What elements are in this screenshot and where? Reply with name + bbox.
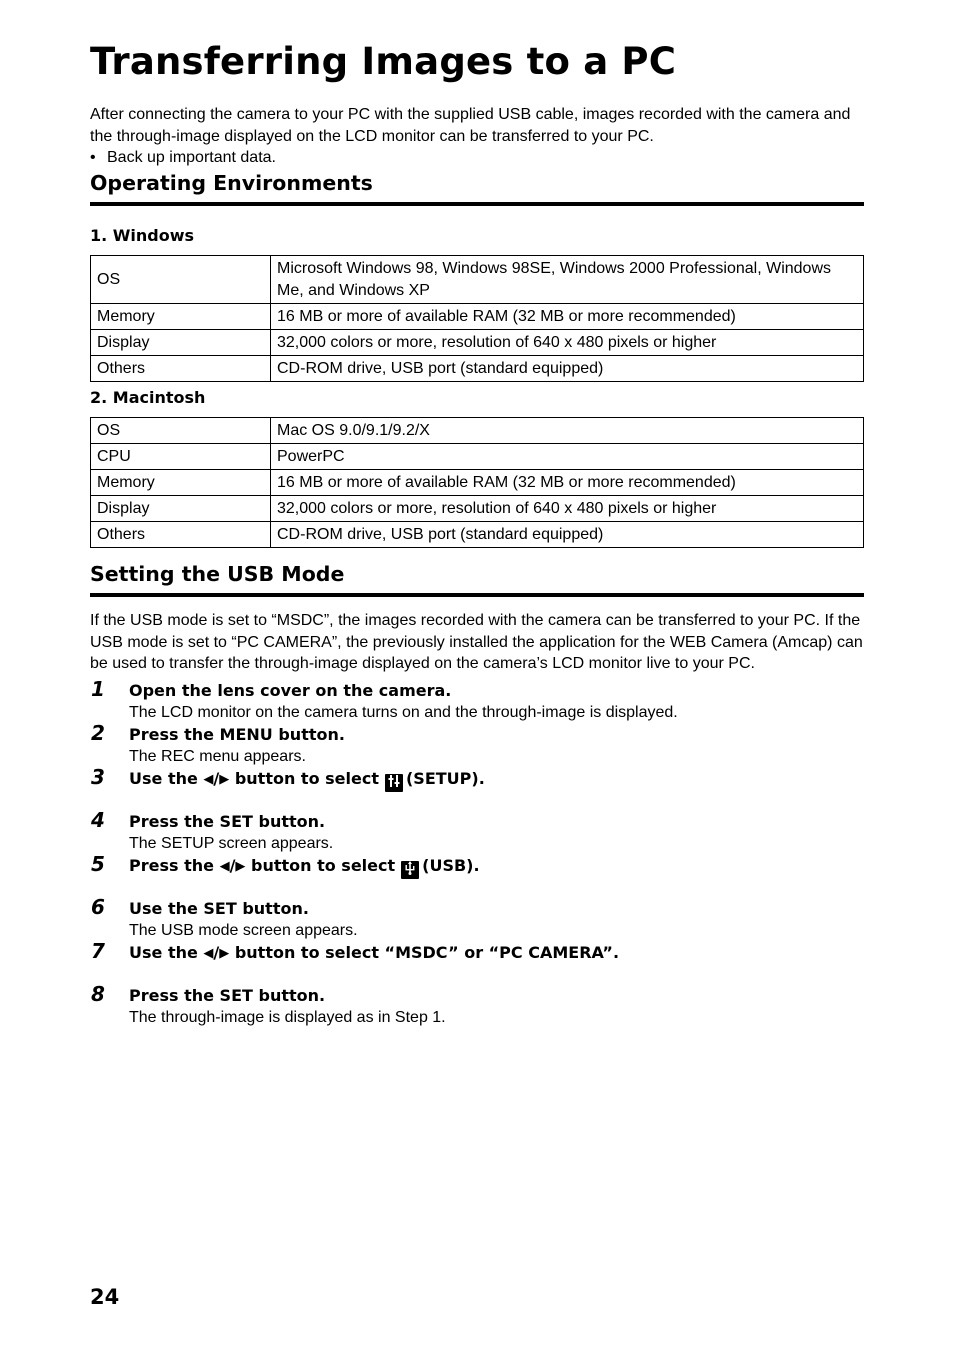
step-heading-mid: button to select “MSDC” or “PC CAMERA”. (234, 943, 620, 963)
usb-paragraph: If the USB mode is set to “MSDC”, the images recorded with the camera can be transferred to your PC. If the USB mode is set to “PC CAMERA”, the previously installed the application for the WEB Camera (Amcap) can be used to transfer the through-image displayed on the camera’s LCD monitor live to your PC. (90, 612, 863, 673)
step-number: 5 (91, 852, 105, 877)
step-6 (90, 895, 864, 942)
step-heading-pre: Press the (129, 856, 214, 876)
step-heading-post: (USB). (422, 856, 480, 876)
bullet-marker: • (90, 149, 96, 166)
intro-bullet (90, 147, 864, 168)
step-3 (90, 765, 864, 811)
step-2 (90, 721, 864, 768)
setup-icon (385, 774, 403, 792)
spec-value: 32,000 colors or more, resolution of 640 x 480 pixels or higher (271, 330, 864, 356)
spec-value: PowerPC (271, 444, 864, 470)
spec-value: Microsoft Windows 98, Windows 98SE, Windows 2000 Professional, Windows Me, and Windows XP (271, 256, 864, 304)
spec-value: CD-ROM drive, USB port (standard equipped) (271, 356, 864, 382)
section-heading-usb-mode: Setting the USB Mode (90, 561, 864, 597)
table-row (91, 496, 864, 522)
step-8 (90, 982, 864, 1029)
page (90, 40, 864, 1029)
step-description: The LCD monitor on the camera turns on and the through-image is displayed. (129, 704, 678, 722)
bullet-text: Back up important data. (107, 149, 276, 166)
step-7 (90, 939, 864, 985)
step-description: The REC menu appears. (129, 748, 306, 766)
step-number: 7 (91, 939, 105, 964)
right-arrow-icon: ▶ (219, 946, 230, 962)
step-heading-mid: button to select (234, 769, 379, 789)
spec-key: Display (91, 496, 271, 522)
step-description: The through-image is displayed as in Step 1. (129, 1009, 446, 1027)
spec-key: Others (91, 356, 271, 382)
step-heading (129, 942, 864, 965)
spec-key: Memory (91, 304, 271, 330)
intro-paragraph: After connecting the camera to your PC with the supplied USB cable, images recorded with the camera and the through-image displayed on the LCD monitor can be transferred to your PC. (90, 106, 851, 145)
step-1 (90, 677, 864, 724)
spec-value: 16 MB or more of available RAM (32 MB or more recommended) (271, 470, 864, 496)
left-arrow-icon: ◀ (219, 859, 230, 875)
slash: / (213, 943, 220, 963)
spec-value: CD-ROM drive, USB port (standard equipped) (271, 522, 864, 548)
table-row (91, 418, 864, 444)
spec-value: 32,000 colors or more, resolution of 640 x 480 pixels or higher (271, 496, 864, 522)
spec-value: 16 MB or more of available RAM (32 MB or more recommended) (271, 304, 864, 330)
subheading-macintosh: 2. Macintosh (90, 388, 206, 407)
slash: / (229, 856, 236, 876)
step-heading (129, 855, 864, 879)
step-list (90, 677, 864, 1029)
macintosh-spec-table (90, 417, 864, 548)
step-heading: Press the SET button. (129, 986, 326, 1006)
table-row (91, 522, 864, 548)
step-number: 8 (91, 982, 105, 1007)
table-row (91, 444, 864, 470)
right-arrow-icon: ▶ (219, 772, 230, 788)
step-heading-pre: Use the (129, 769, 198, 789)
spec-key: OS (91, 418, 271, 444)
page-number: 24 (90, 1285, 120, 1309)
table-row (91, 256, 864, 304)
usb-icon (401, 861, 419, 879)
step-heading: Use the SET button. (129, 899, 309, 919)
step-number: 3 (91, 765, 105, 790)
page-title: Transferring Images to a PC (90, 40, 677, 83)
step-4 (90, 808, 864, 855)
step-heading: Press the MENU button. (129, 725, 345, 745)
right-arrow-icon: ▶ (235, 859, 246, 875)
table-row (91, 330, 864, 356)
step-heading: Open the lens cover on the camera. (129, 681, 452, 701)
spec-key: Others (91, 522, 271, 548)
left-arrow-icon: ◀ (203, 772, 214, 788)
subheading-windows: 1. Windows (90, 226, 195, 245)
slash: / (213, 769, 220, 789)
spec-key: CPU (91, 444, 271, 470)
spec-key: Display (91, 330, 271, 356)
step-5 (90, 852, 864, 898)
step-number: 4 (91, 808, 105, 833)
step-heading-post: (SETUP). (405, 769, 485, 789)
step-heading-mid: button to select (250, 856, 396, 876)
step-number: 1 (91, 677, 105, 702)
spec-value: Mac OS 9.0/9.1/9.2/X (271, 418, 864, 444)
section-heading-operating-environments: Operating Environments (90, 170, 864, 206)
step-heading (129, 768, 864, 792)
table-row (91, 304, 864, 330)
step-heading: Press the SET button. (129, 812, 326, 832)
left-arrow-icon: ◀ (203, 946, 214, 962)
step-description: The SETUP screen appears. (129, 835, 334, 853)
table-row (91, 356, 864, 382)
step-description: The USB mode screen appears. (129, 922, 358, 940)
table-row (91, 470, 864, 496)
step-number: 2 (91, 721, 105, 746)
step-number: 6 (91, 895, 105, 920)
windows-spec-table (90, 255, 864, 382)
step-heading-pre: Use the (129, 943, 198, 963)
spec-key: OS (91, 256, 271, 304)
spec-key: Memory (91, 470, 271, 496)
